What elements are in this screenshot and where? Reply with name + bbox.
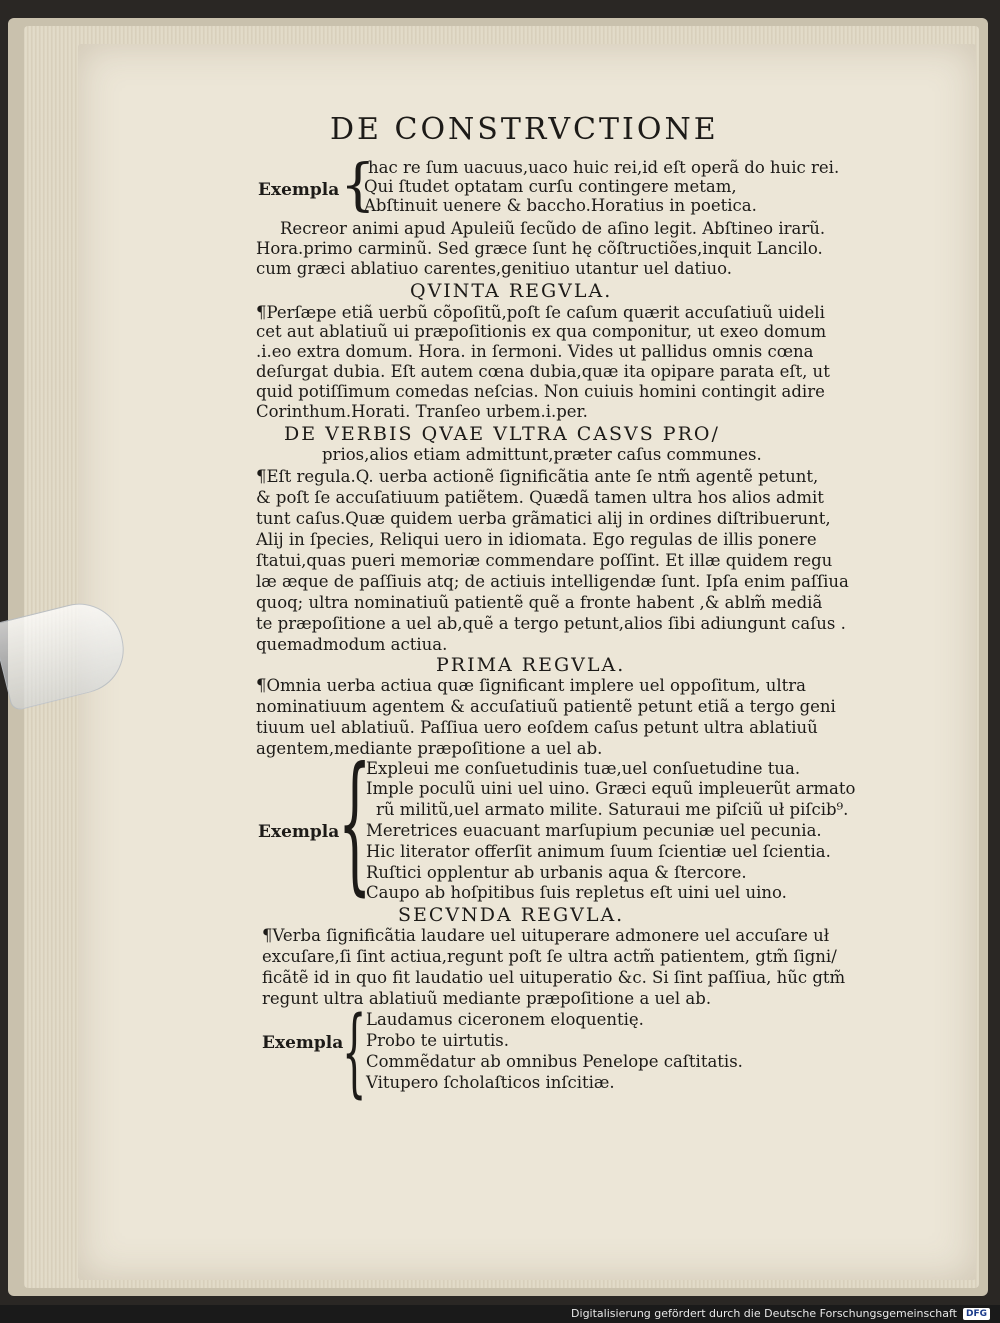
paragraph-line: ¶Eſt regula.Q. uerba actionẽ ſignificãtia ante ſe ntm̃ agentẽ petunt, xyxy=(256,467,819,486)
block2-line: rũ militũ,uel armato milite. Saturaui me piſciũ uł piſcib⁹. xyxy=(376,800,849,819)
paragraph-line: agentem,mediante præpoſitione a uel ab. xyxy=(256,739,603,758)
paragraph-line: ſtatui,quas pueri memoriæ commendare poſſint. Et illæ quidem regu xyxy=(256,551,833,570)
paragraph-line: Alij in ſpecies, Reliqui uero in idiomata. Ego regulas de illis ponere xyxy=(256,530,817,549)
exempla-label-2: Exempla xyxy=(258,822,340,842)
page-title: DE CONSTRVCTIONE xyxy=(330,112,719,147)
paragraph-mark-icon: ¶ xyxy=(256,676,267,695)
paragraph-line: ¶Verba ſignificãtia laudare uel uituperare admonere uel accuſare uł xyxy=(262,926,830,945)
block1-line: Qui ſtudet optatam curſu contingere metam, xyxy=(364,177,737,196)
exempla-label-3: Exempla xyxy=(262,1033,344,1053)
block2-line: Ruſtici opplentur ab urbanis aqua & ſtercore. xyxy=(366,863,747,882)
paragraph-line: & poſt ſe accuſatiuum patiẽtem. Quædã tamen ultra hos alios admit xyxy=(256,488,824,507)
dfg-logo-icon: DFG xyxy=(963,1308,990,1320)
paragraph-mark-icon: ¶ xyxy=(256,303,267,322)
block3-line: Commẽdatur ab omnibus Penelope caſtitatis. xyxy=(366,1052,743,1071)
brace-2: { xyxy=(338,736,372,910)
paragraph-line: tunt caſus.Quæ quidem uerba grãmatici alij in ordines diſtribuerunt, xyxy=(256,509,831,528)
heading-de-verbis: DE VERBIS QVAE VLTRA CASVS PRO/ xyxy=(284,423,720,445)
block3-line: Vitupero ſcholaſticos inſcitiæ. xyxy=(366,1073,615,1092)
paragraph-line: quoq; ultra nominatiuũ patientẽ quẽ a fronte habent ,& ablm̃ mediã xyxy=(256,593,823,612)
paragraph-line: quid potiſſimum comedas neſcias. Non cuiuis homini contingit adire xyxy=(256,382,825,401)
paragraph-line: te præpoſitione a uel ab,quẽ a tergo petunt,alios ſibi adiungunt caſus . xyxy=(256,614,846,633)
block1-line: hac re ſum uacuus,uaco huic rei,id eſt operã do huic rei. xyxy=(368,158,840,177)
paragraph-line: regunt ultra ablatiuũ mediante præpoſitione a uel ab. xyxy=(262,989,712,1008)
footer-text: Digitalisierung gefördert durch die Deutsche Forschungsgemeinschaft xyxy=(571,1307,957,1320)
paragraph-line: ¶Omnia uerba actiua quæ ſignificant implere uel oppoſitum, ultra xyxy=(256,676,807,695)
footer-credit xyxy=(571,1307,990,1320)
brace-3: { xyxy=(342,996,367,1108)
paragraph-line: Hora.primo carminũ. Sed græce ſunt hę cõſtructiões,inquit Lancilo. xyxy=(256,239,823,258)
block2-line: Expleui me conſuetudinis tuæ,uel conſuetudine tua. xyxy=(366,759,801,778)
block2-line: Hic literator offerſit animum ſuum ſcientiæ uel ſcientia. xyxy=(366,842,831,861)
paragraph-line: læ æque de paſſiuis atq; de actiuis intelligendæ ſunt. Ipſa enim paſſiua xyxy=(256,572,849,591)
heading-secunda-regula: SECVNDA REGVLA. xyxy=(398,904,625,926)
paragraph-line: deſurgat dubia. Eſt autem cœna dubia,quæ ita opipare parata eſt, ut xyxy=(256,362,830,381)
block2-line: Caupo ab hoſpitibus ſuis repletus eſt uini uel uino. xyxy=(366,883,787,902)
paragraph-line: cum græci ablatiuo carentes,genitiuo utantur uel datiuo. xyxy=(256,259,732,278)
brace-1: { xyxy=(340,153,376,218)
paragraph-line: ¶Perſæpe etiã uerbũ cõpoſitũ,poſt ſe caſum quærit accuſatiuũ uideli xyxy=(256,303,825,322)
block3-line: Probo te uirtutis. xyxy=(366,1031,509,1050)
paragraph-mark-icon: ¶ xyxy=(256,467,267,486)
paragraph-line: ficãtẽ id in quo fit laudatio uel uituperatio &c. Si ſint paſſiua, hũc gtm̃ xyxy=(262,968,846,987)
paragraph-line: Corinthum.Horati. Tranſeo urbem.i.per. xyxy=(256,402,588,421)
paragraph-line: Recreor animi apud Apuleiũ ſecũdo de aſino legit. Abſtineo irarũ. xyxy=(280,219,826,238)
block1-line: Abſtinuit uenere & baccho.Horatius in poetica. xyxy=(364,196,757,215)
paragraph-line: .i.eo extra domum. Hora. in ſermoni. Vides ut pallidus omnis cœna xyxy=(256,342,814,361)
block3-line: Laudamus ciceronem eloquentię. xyxy=(366,1010,644,1029)
paragraph-mark-icon: ¶ xyxy=(262,926,273,945)
paragraph-line: tiuum uel ablatiuũ. Paſſiua uero eoſdem caſus petunt ultra ablatiuũ xyxy=(256,718,818,737)
paragraph-line: quemadmodum actiua. xyxy=(256,635,448,654)
paragraph-line: excuſare,ſi ſint actiua,regunt poſt ſe ultra actm̃ patientem, gtm̃ ſigni/ xyxy=(262,947,837,966)
heading-quinta-regula: QVINTA REGVLA. xyxy=(410,280,613,302)
exempla-label-1: Exempla xyxy=(258,180,340,200)
heading-prima-regula: PRIMA REGVLA. xyxy=(436,654,626,676)
block2-line: Imple poculũ uini uel uino. Græci equũ impleuerũt armato xyxy=(366,779,856,798)
subheading-de-verbis: prios,alios etiam admittunt,præter caſus communes. xyxy=(322,445,762,464)
paragraph-line: cet aut ablatiuũ ui præpoſitionis ex qua componitur, ut exeo domum xyxy=(256,322,827,341)
block2-line: Meretrices euacuant marſupium pecuniæ uel pecunia. xyxy=(366,821,822,840)
paragraph-line: nominatiuum agentem & accuſatiuũ patientẽ petunt etiã a tergo geni xyxy=(256,697,836,716)
